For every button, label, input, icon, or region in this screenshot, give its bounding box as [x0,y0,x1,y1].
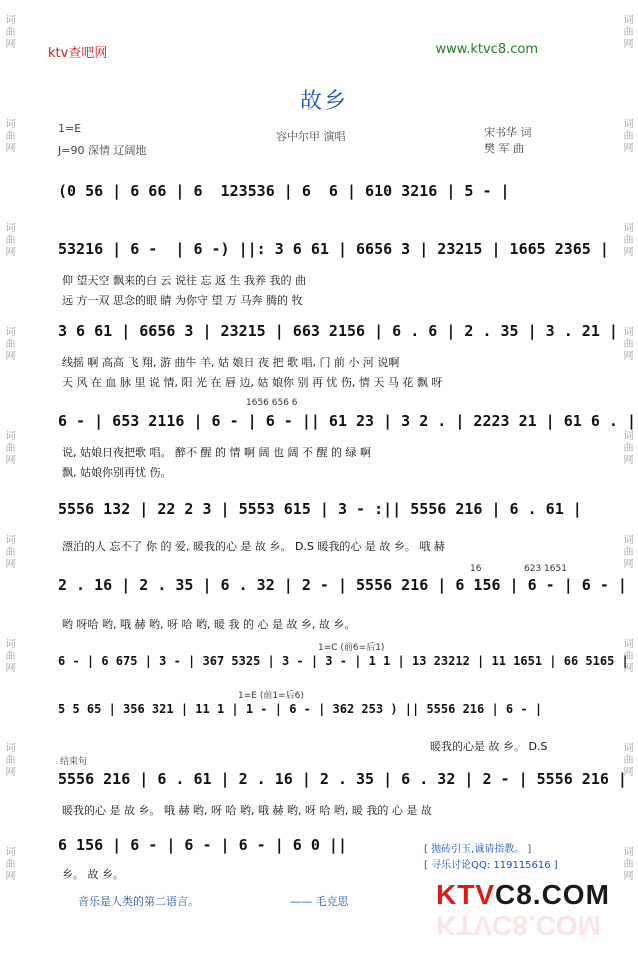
composer-credit: 樊 军 曲 [484,142,524,155]
slogan-author: —— 毛克思 [290,895,349,908]
lyric-line: 乡。 故 乡。 [62,868,124,881]
logo-reflection-suffix: C8.COM [492,910,601,941]
lyric-line: 哟 呀哈 哟, 哦 赫 哟, 呀 哈 哟, 暖 我 的 心 是 故 乡, 故 乡。 [62,618,356,631]
side-watermark: 词曲网 [621,118,632,154]
side-watermark: 词曲网 [621,222,632,258]
notice-line: [ 抛砖引玉,诚请指教。 ] [424,844,532,855]
key-signature: 1=E [58,122,82,135]
side-watermark: 词曲网 [3,430,14,466]
lyric-line: 线摇 啊 高高 飞 翔, 游 曲牛 羊, 姑 娘日 夜 把 歌 唱, 门 前 小 河 说啊 [62,356,400,369]
side-watermark: 词曲网 [3,326,14,362]
lyric-line: 暖我的心 是 故 乡。 哦 赫 哟, 呀 哈 哟, 哦 赫 哟, 呀 哈 哟, 暖 我的 心 是 故 [62,804,432,817]
side-watermark: 词曲网 [621,14,632,50]
ending-marker: 结束句 [60,757,88,767]
score-row: (0 56 | 6 66 | 6 123536 | 6 6 | 610 3216 | 5 - | [58,182,510,200]
logo-reflection-prefix: KTV [436,910,492,941]
logo-reflection [436,909,601,941]
side-watermark: 词曲网 [3,742,14,778]
lyric-line: 暖我的心是 故 乡。 D.S [430,740,548,753]
side-watermark: 词曲网 [621,430,632,466]
score-row: 6 - | 653 2116 | 6 - | 6 - || 61 23 | 3 2 . | 2223 21 | 61 6 . | [58,412,636,430]
side-watermark: 词曲网 [3,846,14,882]
side-watermark: 词曲网 [3,118,14,154]
lyric-line: 天 风 在 血 脉 里 说 情, 阳 光 在 唇 边, 姑 娘你 别 再 忧 伤, 情 天 马 花 飘 呀 [62,376,443,389]
modulation-marker: 1=E (前1=后6) [238,691,304,701]
site-logo [436,879,610,911]
lyric-line: 远 方一双 思念的眼 睛 为你守 望 万 马奔 腾的 牧 [62,294,303,307]
side-watermark: 词曲网 [621,326,632,362]
score-row: 5 5 65 | 356 321 | 11 1 | 1 - | 6 - | 362 253 ) || 5556 216 | 6 - | [58,702,543,716]
side-watermark: 词曲网 [621,638,632,674]
site-name-link[interactable]: ktv查吧网 [48,46,108,61]
side-watermark: 词曲网 [3,222,14,258]
lyric-line: 仰 望天空 飘来的白 云 说往 忘 返 生 我养 我的 曲 [62,274,306,287]
score-row: 53216 | 6 - | 6 -) ||: 3 6 61 | 6656 3 | 23215 | 1665 2365 | [58,240,609,258]
triplet-marker: 16 [470,564,482,574]
side-watermark: 词曲网 [3,638,14,674]
score-row: 3 6 61 | 6656 3 | 23215 | 663 2156 | 6 . 6 | 2 . 35 | 3 . 21 | [58,322,618,340]
score-row: 2 . 16 | 2 . 35 | 6 . 32 | 2 - | 5556 216 | 6 156 | 6 - | 6 - | [58,576,627,594]
lyric-line: 漂泊的人 忘不了 你 的 爱, 暖我的心 是 故 乡。 D.S 暖我的心 是 故 乡。 哦 赫 [62,540,445,553]
score-row: 5556 132 | 22 2 3 | 5553 615 | 3 - :|| 5556 216 | 6 . 61 | [58,500,582,518]
slogan-text: 音乐是人类的第二语言。 [78,895,199,908]
logo-suffix: C8.COM [495,879,610,910]
right-watermark-strip [618,0,638,973]
song-title: 故乡 [300,89,349,114]
site-url-link[interactable]: www.ktvc8.com [435,42,538,57]
left-watermark-strip [0,0,20,973]
lyric-line: 飘, 姑娘你别再忧 伤。 [62,466,172,479]
score-row: 6 - | 6 675 | 3 - | 367 5325 | 3 - | 3 - | 1 1 | 13 23212 | 11 1651 | 66 5165 | [58,654,629,668]
triplet-marker: 623 1651 [524,564,567,574]
side-watermark: 词曲网 [3,534,14,570]
side-watermark: 词曲网 [3,14,14,50]
pickup-marker: 1656 656 6 [246,398,298,408]
tempo-marking: J=90 深情 辽阔地 [58,144,147,157]
score-row: 5556 216 | 6 . 61 | 2 . 16 | 2 . 35 | 6 . 32 | 2 - | 5556 216 | [58,770,627,788]
side-watermark: 词曲网 [621,846,632,882]
side-watermark: 词曲网 [621,534,632,570]
logo-prefix: KTV [436,879,495,910]
notice-line: [ 寻乐讨论QQ: 119115616 ] [424,860,558,871]
performer-credit: 容中尔甲 演唱 [276,130,346,143]
lyricist-credit: 宋书华 词 [484,126,532,139]
lyric-line: 说, 姑娘日夜把歌 唱。 醉不 醒 的 情 啊 阔 也 阔 不 醒 的 绿 啊 [62,446,371,459]
score-row: 6 156 | 6 - | 6 - | 6 - | 6 0 || [58,836,347,854]
side-watermark: 词曲网 [621,742,632,778]
modulation-marker: 1=C (前6=后1) [318,643,385,653]
